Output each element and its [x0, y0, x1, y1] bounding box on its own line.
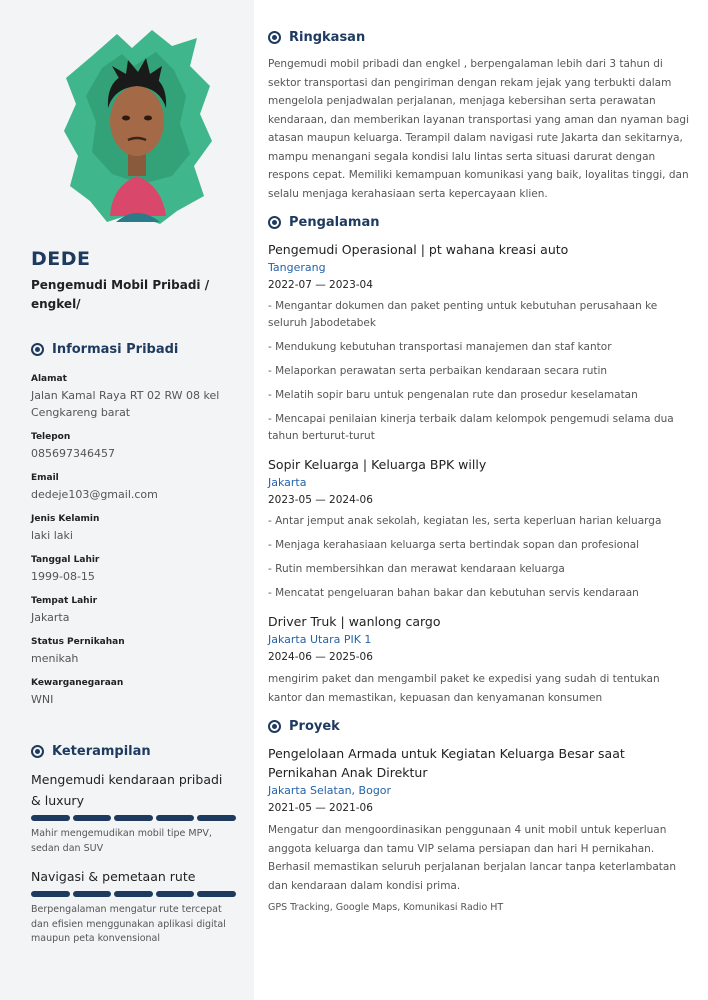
summary-section: [268, 30, 696, 203]
info-label: Tanggal Lahir: [31, 555, 100, 565]
job-title: Sopir Keluarga | Keluarga BPK willy: [268, 457, 487, 472]
skills-title: Keterampilan: [52, 744, 151, 759]
section-bullet-icon: [31, 343, 44, 356]
job-entry: [268, 455, 696, 602]
job-title: Pengemudi Operasional | pt wahana kreasi auto: [268, 242, 569, 257]
info-value: 1999-08-15: [31, 570, 95, 583]
info-label: Jenis Kelamin: [31, 514, 100, 524]
skill-item: [31, 769, 236, 856]
project-location: Jakarta Selatan, Bogor: [268, 784, 392, 797]
profile-title: Pengemudi Mobil Pribadi / engkel/: [31, 278, 210, 311]
main-content: [254, 0, 708, 1000]
skill-item: [31, 866, 236, 947]
skill-level-bar: [31, 891, 236, 897]
info-item-address: [31, 373, 241, 421]
experience-heading: [268, 215, 696, 230]
info-item-birthplace: [31, 595, 241, 626]
info-label: Email: [31, 473, 59, 483]
job-location: Jakarta: [268, 476, 307, 489]
info-item-marital-status: [31, 636, 241, 667]
info-item-birthdate: [31, 554, 241, 585]
job-entry: [268, 612, 696, 707]
project-description: Mengatur dan mengoordinasikan penggunaan 4 unit mobil untuk keperluan anggota keluarga dan tamu VIP selama persiapan dan hari H pernikahan. Berhasil memastikan seluruh perjalanan berjalan lancar tanpa keterlambatan dan kendaraan dalam kondisi prima.: [268, 824, 676, 892]
job-location: Tangerang: [268, 261, 326, 274]
job-description: mengirim paket dan mengambil paket ke expedisi yang sudah di tentukan kantor dan memastikan, kepuasan dan kenyamanan konsumen: [268, 673, 660, 704]
personal-info-title: Informasi Pribadi: [52, 342, 179, 357]
projects-heading: [268, 719, 696, 734]
experience-section: [268, 215, 696, 707]
info-value: dedeje103@gmail.com: [31, 488, 158, 501]
info-value: Jalan Kamal Raya RT 02 RW 08 kel Cengkareng barat: [31, 389, 220, 419]
section-bullet-icon: [268, 216, 281, 229]
projects-section: [268, 719, 696, 915]
experience-title: Pengalaman: [289, 215, 380, 230]
skills-section: [31, 744, 236, 947]
skill-description: Mahir mengemudikan mobil tipe MPV, sedan dan SUV: [31, 828, 212, 854]
job-dates: 2024-06 — 2025-06: [268, 651, 373, 663]
info-label: Status Pernikahan: [31, 637, 125, 647]
project-entry: [268, 744, 696, 915]
skill-level-bar: [31, 815, 236, 821]
job-bullet: - Mengantar dokumen dan paket penting untuk kebutuhan perusahaan ke seluruh Jabodetabek: [268, 300, 658, 329]
info-value: menikah: [31, 652, 79, 665]
job-dates: 2022-07 — 2023-04: [268, 279, 373, 291]
section-bullet-icon: [31, 745, 44, 758]
info-label: Telepon: [31, 432, 71, 442]
section-bullet-icon: [268, 31, 281, 44]
skill-description: Berpengalaman mengatur rute tercepat dan efisien menggunakan aplikasi digital maupun peta konvensional: [31, 904, 226, 944]
personal-info-section: [31, 342, 241, 718]
projects-title: Proyek: [289, 719, 340, 734]
info-item-nationality: [31, 677, 241, 708]
info-item-gender: [31, 513, 241, 544]
info-value: laki laki: [31, 529, 73, 542]
job-bullet: - Mencapai penilaian kinerja terbaik dalam kelompok pengemudi selama dua tahun berturut-turut: [268, 413, 674, 442]
info-value: 085697346457: [31, 447, 115, 460]
job-bullet: - Rutin membersihkan dan merawat kendaraan keluarga: [268, 563, 565, 575]
job-bullet: - Melaporkan perawatan serta perbaikan kendaraan secara rutin: [268, 365, 608, 377]
sidebar: [0, 0, 254, 1000]
info-value: WNI: [31, 693, 54, 706]
info-label: Kewarganegaraan: [31, 678, 124, 688]
job-dates: 2023-05 — 2024-06: [268, 494, 373, 506]
job-bullet: - Mencatat pengeluaran bahan bakar dan kebutuhan servis kendaraan: [268, 587, 639, 599]
job-entry: [268, 240, 696, 445]
personal-info-heading: [31, 342, 241, 357]
job-location: Jakarta Utara PIK 1: [268, 633, 372, 646]
section-bullet-icon: [268, 720, 281, 733]
project-dates: 2021-05 — 2021-06: [268, 802, 373, 814]
info-value: Jakarta: [31, 611, 70, 624]
project-title: Pengelolaan Armada untuk Kegiatan Keluarga Besar saat Pernikahan Anak Direktur: [268, 746, 625, 780]
job-title: Driver Truk | wanlong cargo: [268, 614, 441, 629]
summary-title: Ringkasan: [289, 30, 366, 45]
skill-name: Mengemudi kendaraan pribadi & luxury: [31, 772, 223, 808]
project-tags: GPS Tracking, Google Maps, Komunikasi Radio HT: [268, 902, 504, 913]
job-bullet: - Mendukung kebutuhan transportasi manajemen dan staf kantor: [268, 341, 612, 353]
info-item-email: [31, 472, 241, 503]
profile-name: DEDE: [31, 248, 91, 270]
job-bullet: - Menjaga kerahasiaan keluarga serta bertindak sopan dan profesional: [268, 539, 640, 551]
skill-name: Navigasi & pemetaan rute: [31, 869, 196, 884]
summary-heading: [268, 30, 696, 45]
job-bullet: - Melatih sopir baru untuk pengenalan rute dan prosedur keselamatan: [268, 389, 638, 401]
job-bullet: - Antar jemput anak sekolah, kegiatan les, serta keperluan harian keluarga: [268, 515, 662, 527]
info-item-phone: [31, 431, 241, 462]
profile-photo: [62, 26, 212, 226]
info-label: Alamat: [31, 374, 67, 384]
info-label: Tempat Lahir: [31, 596, 98, 606]
skills-heading: [31, 744, 236, 759]
summary-text: Pengemudi mobil pribadi dan engkel , berpengalaman lebih dari 3 tahun di sektor transportasi dan pengiriman dengan rekam jejak yang terbukti dalam mengelola penjadwalan perjalanan, menjaga kebersihan serta perawatan kendaraan, dan memberikan layanan transportasi yang aman dan nyaman bagi atasan maupun keluarga. Terampil dalam navigasi rute Jakarta dan sekitarnya, mampu menangani segala kondisi lalu lintas serta situasi darurat dengan respons cepat. Memiliki kemampuan komunikasi yang baik, loyalitas tinggi, dan selalu menjaga kerahasiaan serta kepercayaan klien.: [268, 58, 690, 200]
